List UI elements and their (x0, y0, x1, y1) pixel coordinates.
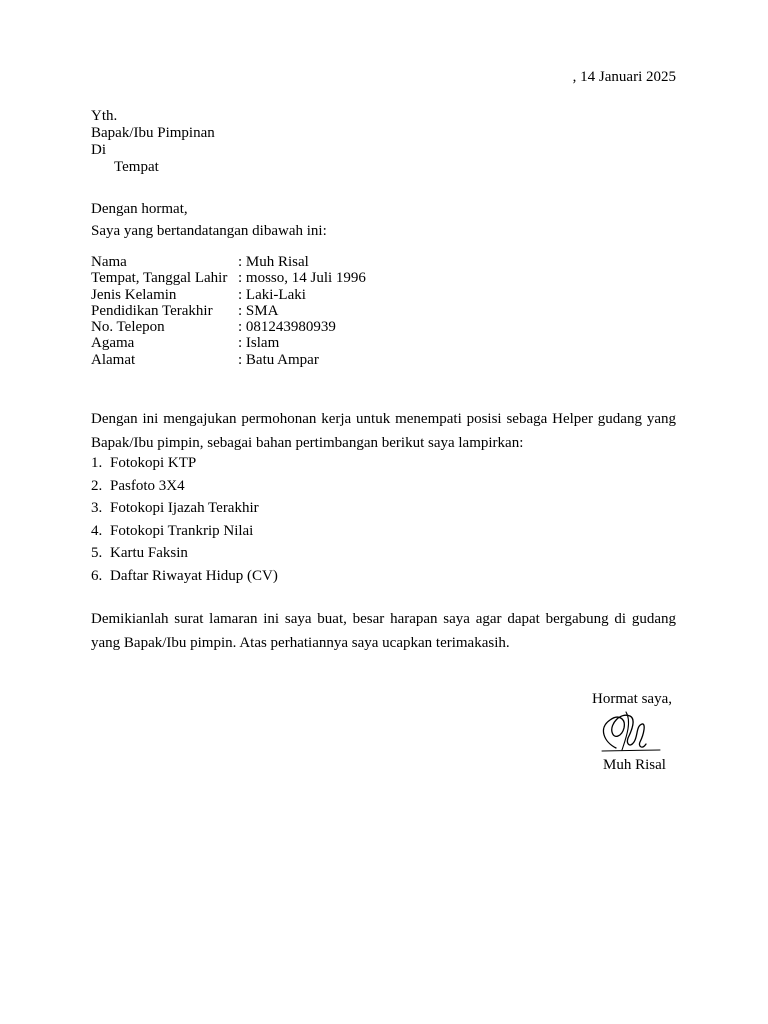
list-item-text: Fotokopi KTP (110, 455, 197, 471)
list-item-number: 5. (91, 545, 103, 561)
biodata-label: Nama (91, 254, 127, 270)
list-item-text: Fotokopi Trankrip Nilai (110, 522, 254, 539)
list-item (91, 520, 278, 543)
recipient-name: Bapak/Ibu Pimpinan (91, 125, 215, 141)
biodata-value: : SMA (238, 302, 279, 319)
biodata-label: Jenis Kelamin (91, 286, 177, 303)
attachment-list (91, 452, 278, 587)
list-item (91, 542, 278, 565)
biodata-row (91, 270, 366, 286)
biodata-value: : Islam (238, 335, 280, 352)
list-item-number: 4. (91, 522, 103, 539)
biodata-row (91, 335, 366, 351)
list-item (91, 475, 278, 498)
biodata-table (91, 254, 366, 368)
list-item-number: 1. (91, 455, 103, 471)
application-paragraph: Dengan ini mengajukan permohonan kerja untuk menempati posisi sebaga Helper gudang yang Bapak/Ibu pimpin, sebagai bahan pertimbangan berikut saya lampirkan: (91, 411, 676, 451)
biodata-value: : 081243980939 (238, 319, 336, 336)
list-item (91, 565, 278, 588)
list-item-text: Kartu Faksin (110, 545, 188, 561)
biodata-row (91, 303, 366, 319)
biodata-row (91, 352, 366, 368)
biodata-row (91, 287, 366, 303)
biodata-value: : Muh Risal (238, 254, 309, 270)
signature-image (596, 708, 664, 756)
closing-salutation: Hormat saya, (592, 691, 672, 707)
biodata-row (91, 254, 366, 270)
list-item (91, 452, 278, 475)
list-item (91, 497, 278, 520)
greeting: Dengan hormat, (91, 201, 188, 217)
recipient-block (91, 108, 215, 176)
letter-date: , 14 Januari 2025 (572, 69, 676, 85)
biodata-value: : Batu Ampar (238, 351, 319, 368)
list-item-number: 6. (91, 567, 103, 584)
biodata-label: Pendidikan Terakhir (91, 302, 213, 319)
recipient-salutation: Yth. (91, 108, 118, 124)
biodata-label: Agama (91, 335, 135, 352)
recipient-preposition: Di (91, 142, 106, 158)
biodata-label: Alamat (91, 351, 136, 368)
list-item-number: 2. (91, 477, 103, 494)
biodata-label: No. Telepon (91, 319, 165, 336)
list-item-text: Daftar Riwayat Hidup (CV) (110, 567, 278, 584)
list-item-text: Pasfoto 3X4 (110, 477, 185, 494)
list-item-text: Fotokopi Ijazah Terakhir (110, 500, 259, 516)
biodata-row (91, 319, 366, 335)
closing-paragraph: Demikianlah surat lamaran ini saya buat, besar harapan saya agar dapat bergabung di gudang yang Bapak/Ibu pimpin. Atas perhatiannya saya ucapkan terimakasih. (91, 611, 676, 651)
biodata-label: Tempat, Tanggal Lahir (91, 270, 228, 287)
intro-text: Saya yang bertandatangan dibawah ini: (91, 223, 327, 239)
list-item-number: 3. (91, 500, 103, 516)
recipient-place: Tempat (114, 159, 159, 175)
biodata-value: : Laki-Laki (238, 286, 306, 303)
opening-block (91, 198, 327, 242)
signer-name: Muh Risal (603, 757, 666, 773)
biodata-value: : mosso, 14 Juli 1996 (238, 270, 366, 287)
